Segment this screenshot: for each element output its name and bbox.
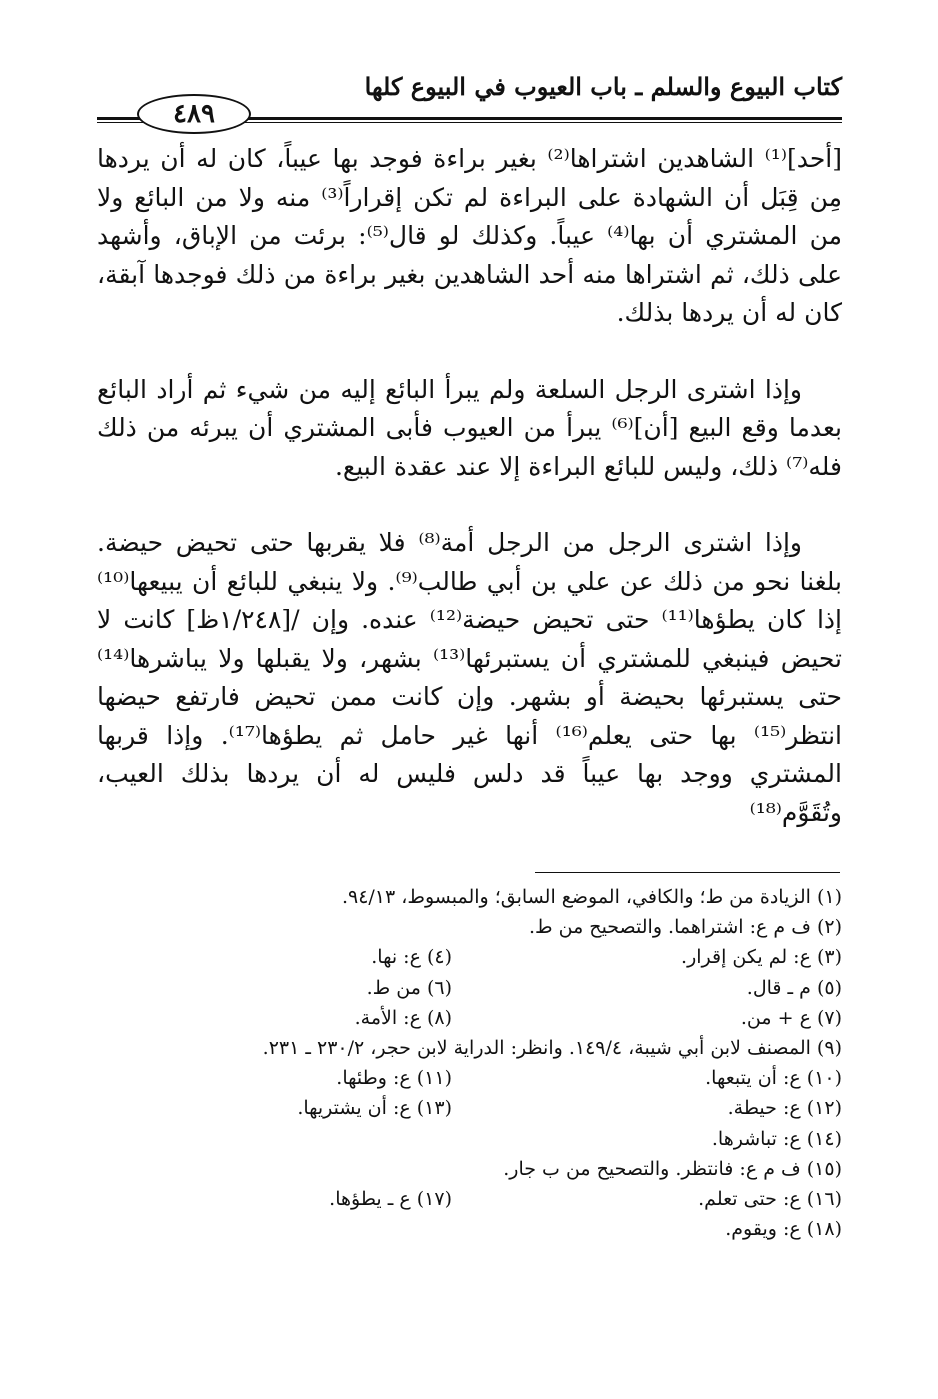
- running-title: كتاب البيوع والسلم ـ باب العيوب في البيوع كلها: [364, 72, 842, 101]
- footnotes: [97, 882, 842, 1244]
- body-text: [97, 140, 842, 832]
- footnote: (١٨) ع: ويقوم.: [725, 1218, 842, 1241]
- footnote: (٨) ع: الأمة.: [354, 1006, 452, 1029]
- footnote: (١٧) ع ـ يطؤها.: [329, 1187, 452, 1210]
- footnote: (٤) ع: نها.: [371, 946, 452, 969]
- footnote: (١) الزيادة من ط؛ والكافي، الموضع السابق؛ والمبسوط، ٩٤/١٣.: [341, 886, 842, 908]
- footnote: (١٦) ع: حتى تعلم.: [698, 1187, 842, 1210]
- footnote: (١٠) ع: أن يتبعها.: [705, 1067, 842, 1090]
- footnote: (١٣) ع: أن يشتريها.: [297, 1097, 452, 1120]
- footnote: (٣) ع: لم يكن إقرار.: [681, 946, 842, 969]
- footnote: (٩) المصنف لابن أبي شيبة، ١٤٩/٤. وانظر: الدراية لابن حجر، ٢٣٠/٢ ـ ٢٣١.: [262, 1036, 842, 1059]
- footnote: (١١) ع: وطئها.: [336, 1067, 452, 1090]
- footnote: (٢) ف م ع: اشتراهما. والتصحيح من ط.: [528, 916, 842, 939]
- paragraph: [أحد]⁽¹⁾ الشاهدين اشتراها⁽²⁾ بغير براءة فوجد بها عيباً، كان له أن يردها مِن قِبَل أن الشهادة على البراءة لم تكن إقراراً⁽³⁾ منه ولا من البائع ولا من المشتري أن بها⁽⁴⁾ عيباً. وكذلك لو قال⁽⁵⁾: برئت من الإباق، وأشهد على ذلك، ثم اشتراها منه أحد الشاهدين بغير براءة من ذلك فوجدها آبقة، كان له أن يردها بذلك.: [97, 144, 842, 327]
- footnote: (٧) ع + من.: [740, 1006, 842, 1029]
- page-number: ٤٨٩: [137, 94, 251, 134]
- footnote-separator: [535, 872, 840, 873]
- footnote: (٥) م ـ قال.: [746, 976, 842, 999]
- footnote: (١٢) ع: حيطة.: [727, 1097, 842, 1120]
- paragraph: وإذا اشترى الرجل السلعة ولم يبرأ البائع إليه من شيء ثم أراد البائع بعدما وقع البيع [أن]⁽⁶⁾ يبرأ من العيوب فأبى المشتري أن يبرئه من ذلك فله⁽⁷⁾ ذلك، وليس للبائع البراءة إلا عند عقدة البيع.: [97, 374, 842, 481]
- footnote: (١٤) ع: تباشرها.: [711, 1127, 842, 1150]
- paragraph: وإذا اشترى الرجل من الرجل أمة⁽⁸⁾ فلا يقربها حتى تحيض حيضة. بلغنا نحو من ذلك عن علي بن أبي طالب⁽⁹⁾. ولا ينبغي للبائع أن يبيعها⁽¹⁰⁾ إذا كان يطؤها⁽¹¹⁾ حتى تحيض حيضة⁽¹²⁾ عنده. وإن /[١/٢٤٨ظ] كانت لا تحيض فينبغي للمشتري أن يستبرئها⁽¹³⁾ بشهر، ولا يقبلها ولا يباشرها⁽¹⁴⁾ حتى يستبرئها بحيضة أو بشهر. وإن كانت ممن تحيض فارتفع حيضها انتظر⁽¹⁵⁾ بها حتى يعلم⁽¹⁶⁾ أنها غير حامل ثم يطؤها⁽¹⁷⁾. وإذا قربها المشتري ووجد بها عيباً قد دلس فليس له أن يردها بذلك العيب، وتُقَوَّم⁽¹⁸⁾: [97, 528, 843, 827]
- page-header: [97, 72, 842, 132]
- footnote: (١٥) ف م ع: فانتظر. والتصحيح من ب جار.: [503, 1157, 842, 1180]
- footnote: (٦) من ط.: [366, 976, 452, 999]
